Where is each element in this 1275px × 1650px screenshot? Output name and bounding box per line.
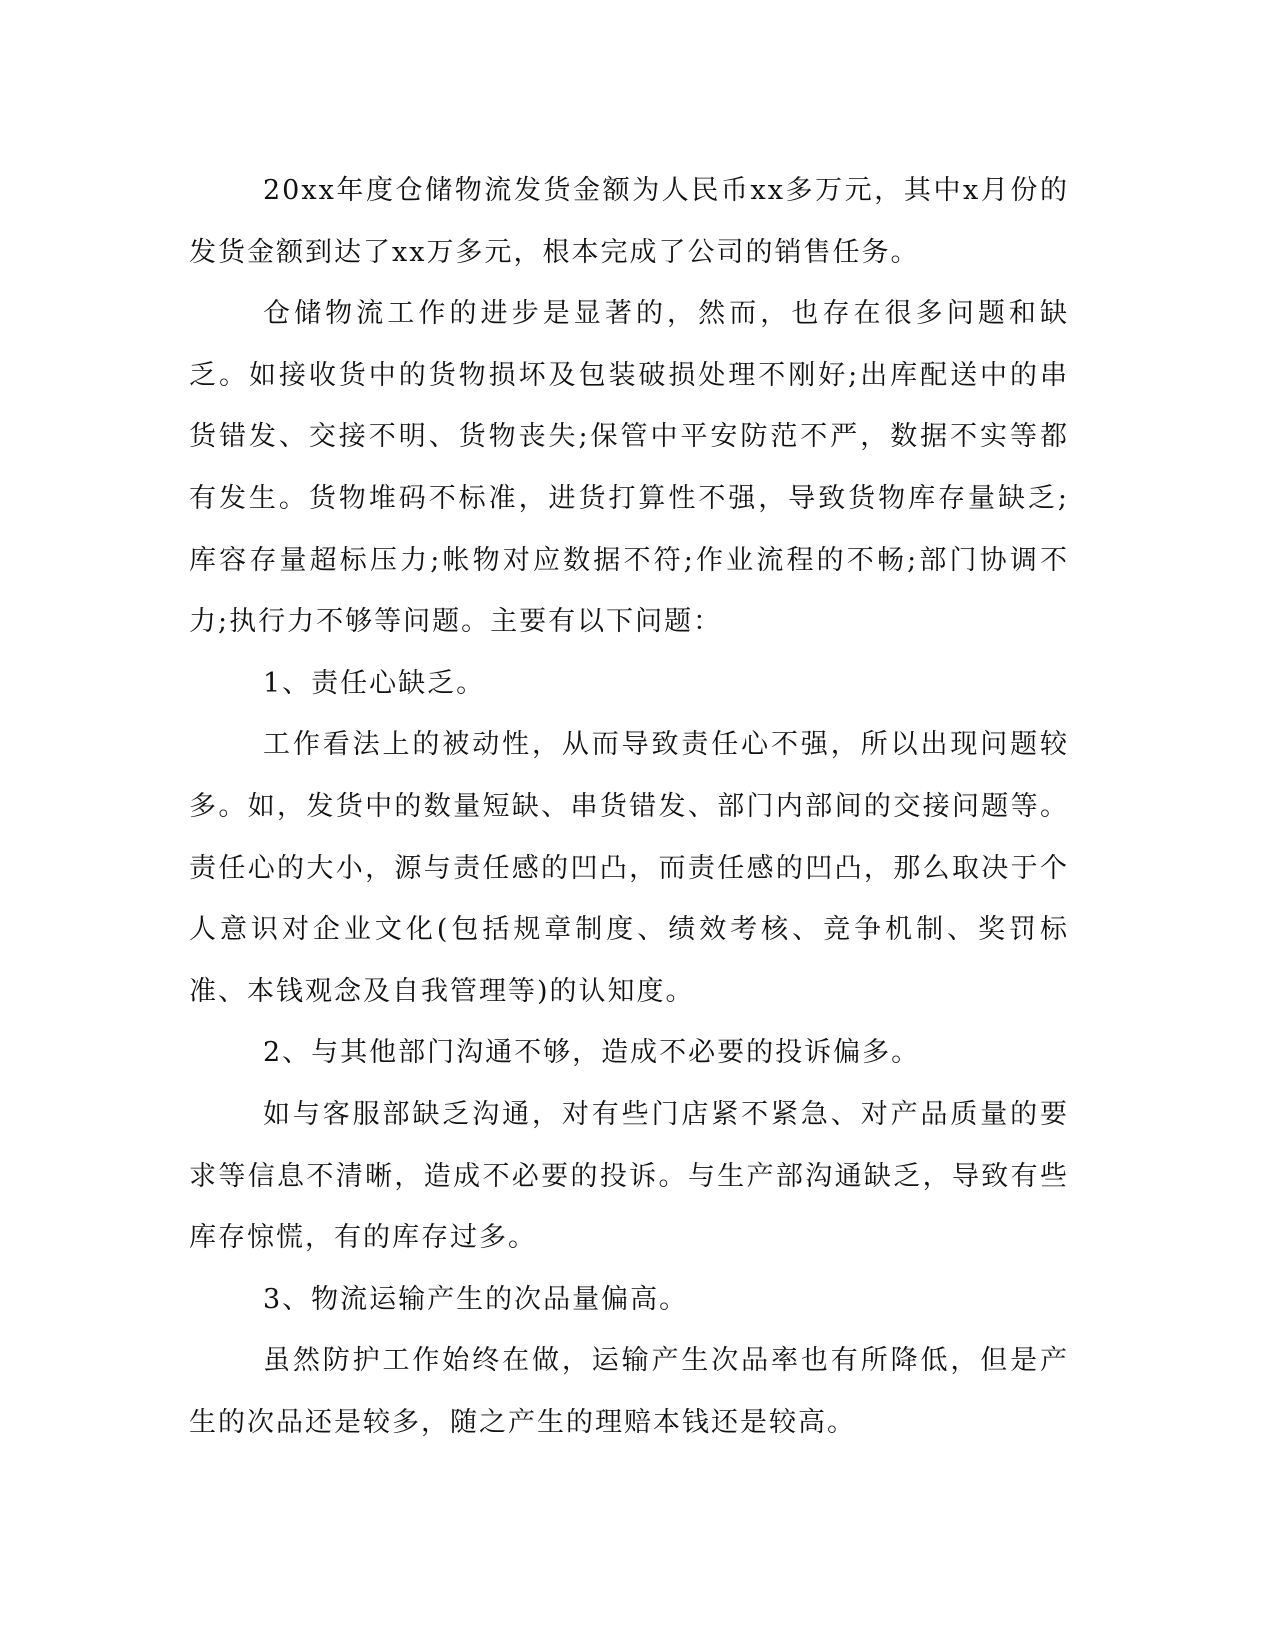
paragraph-communication: 如与客服部缺乏沟通，对有些门店紧不紧急、对产品质量的要求等信息不清晰，造成不必要的投诉。与生产部沟通缺乏，导致有些库存惊慌，有的库存过多。 (189, 1098, 1069, 1254)
paragraph-shipment-summary: 20xx年度仓储物流发货金额为人民币xx多万元，其中x月份的发货金额到达了xx万多元，根本完成了公司的销售任务。 (189, 175, 1069, 268)
heading-defects: 3、物流运输产生的次品量偏高。 (263, 1283, 689, 1315)
heading-communication: 2、与其他部门沟通不够，造成不必要的投诉偏多。 (263, 1037, 921, 1069)
paragraph-responsibility: 工作看法上的被动性，从而导致责任心不强，所以出现问题较多。如，发货中的数量短缺、串货错发、部门内部间的交接问题等。责任心的大小，源与责任感的凹凸，而责任感的凹凸，那么取决于个人意识对企业文化(包括规章制度、绩效考核、竞争机制、奖罚标准、本钱观念及自我管理等)的认知度。 (189, 729, 1069, 1007)
paragraph-defects: 虽然防护工作始终在做，运输产生次品率也有所降低，但是产生的次品还是较多，随之产生的理赔本钱还是较高。 (189, 1345, 1069, 1438)
document-body (189, 160, 1069, 1453)
paragraph-problems-overview: 仓储物流工作的进步是显著的，然而，也存在很多问题和缺乏。如接收货中的货物损坏及包装破损处理不刚好;出库配送中的串货错发、交接不明、货物丧失;保管中平安防范不严，数据不实等都有发生。货物堆码不标准，进货打算性不强，导致货物库存量缺乏;库容存量超标压力;帐物对应数据不符;作业流程的不畅;部门协调不力;执行力不够等问题。主要有以下问题： (189, 298, 1069, 638)
heading-responsibility: 1、责任心缺乏。 (263, 667, 486, 699)
